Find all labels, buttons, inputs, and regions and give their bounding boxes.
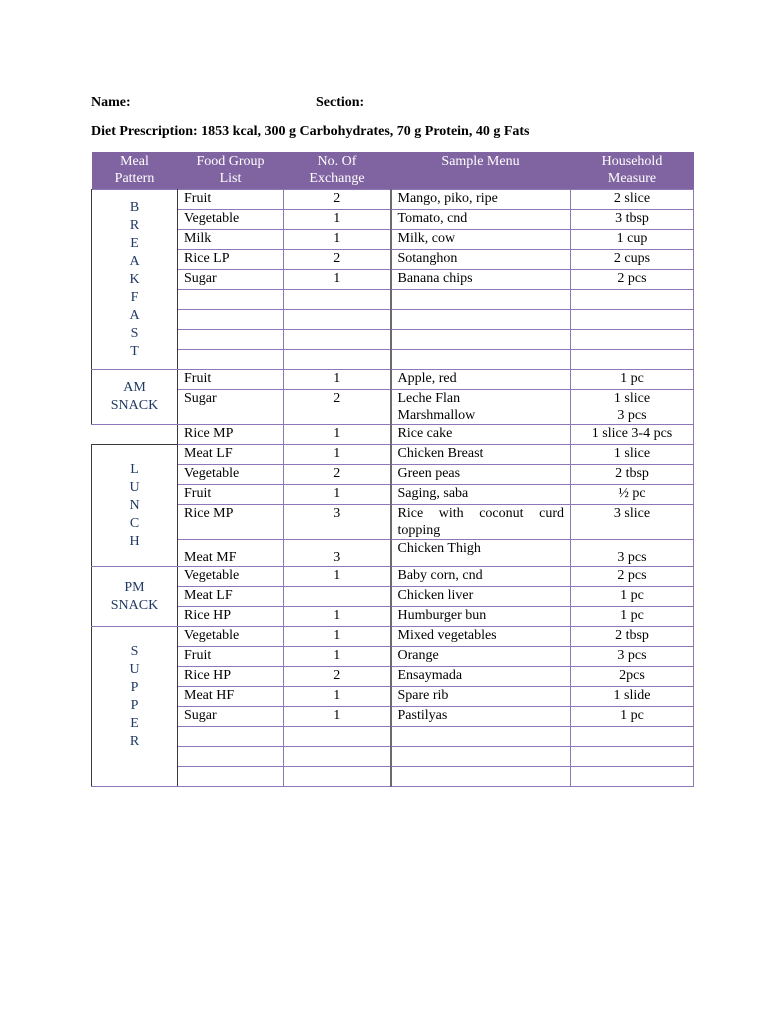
measure-cell: 2 pcs — [571, 567, 694, 587]
table-row — [92, 747, 694, 767]
table-row — [92, 465, 694, 485]
table-row — [92, 350, 694, 370]
food-group-cell: Rice MP — [178, 425, 284, 445]
sample-menu-cell: Apple, red — [391, 370, 571, 390]
exchange-cell: 1 — [284, 370, 391, 390]
exchange-cell: 1 — [284, 687, 391, 707]
table-header-row — [92, 152, 694, 190]
food-group-cell — [178, 767, 284, 787]
exchange-cell: 1 — [284, 270, 391, 290]
measure-cell: 2 cups — [571, 250, 694, 270]
header-exchange: No. Of Exchange — [284, 152, 391, 190]
exchange-cell: 1 — [284, 425, 391, 445]
exchange-cell — [284, 747, 391, 767]
measure-cell: 1 pc — [571, 707, 694, 727]
measure-cell: 2pcs — [571, 667, 694, 687]
table-row — [92, 210, 694, 230]
food-group-cell: Meat MF — [178, 540, 284, 567]
exchange-cell — [284, 310, 391, 330]
exchange-cell: 1 — [284, 210, 391, 230]
exchange-cell: 2 — [284, 390, 391, 425]
measure-cell: 3 tbsp — [571, 210, 694, 230]
table-row — [92, 505, 694, 540]
exchange-cell: 1 — [284, 230, 391, 250]
food-group-cell: Meat HF — [178, 687, 284, 707]
table-row — [92, 667, 694, 687]
exchange-cell: 1 — [284, 485, 391, 505]
sample-menu-cell: Humburger bun — [391, 607, 571, 627]
sample-menu-cell — [391, 310, 571, 330]
sample-menu-cell: Mango, piko, ripe — [391, 190, 571, 210]
sample-menu-cell — [391, 350, 571, 370]
table-row — [92, 607, 694, 627]
food-group-cell — [178, 350, 284, 370]
measure-cell: 2 tbsp — [571, 627, 694, 647]
exchange-cell — [284, 767, 391, 787]
food-group-cell — [178, 290, 284, 310]
food-group-cell: Rice HP — [178, 667, 284, 687]
measure-cell: 1 pc — [571, 370, 694, 390]
food-group-cell: Milk — [178, 230, 284, 250]
sample-menu-cell: Rice cake — [391, 425, 571, 445]
sample-menu-cell: Pastilyas — [391, 707, 571, 727]
food-group-cell — [178, 310, 284, 330]
measure-cell: 2 pcs — [571, 270, 694, 290]
exchange-cell: 1 — [284, 707, 391, 727]
measure-cell: 1 slice — [571, 445, 694, 465]
sample-menu-cell: Ensaymada — [391, 667, 571, 687]
sample-menu-cell: Banana chips — [391, 270, 571, 290]
measure-cell: 1 pc — [571, 587, 694, 607]
sample-menu-cell — [391, 330, 571, 350]
food-group-cell: Sugar — [178, 707, 284, 727]
food-group-cell: Fruit — [178, 485, 284, 505]
exchange-cell — [284, 290, 391, 310]
sample-menu-cell — [391, 767, 571, 787]
sample-menu-cell: Leche Flan Marshmallow — [391, 390, 571, 425]
table-row — [92, 230, 694, 250]
measure-cell — [571, 747, 694, 767]
header-food-group: Food Group List — [178, 152, 284, 190]
exchange-cell: 3 — [284, 505, 391, 540]
sample-menu-cell: Chicken Thigh — [391, 540, 571, 567]
exchange-cell: 2 — [284, 190, 391, 210]
measure-cell: 3 pcs — [571, 540, 694, 567]
exchange-cell — [284, 587, 391, 607]
measure-cell: 1 slide — [571, 687, 694, 707]
food-group-cell: Vegetable — [178, 465, 284, 485]
food-group-cell: Fruit — [178, 370, 284, 390]
food-group-cell: Sugar — [178, 270, 284, 290]
food-group-cell: Vegetable — [178, 567, 284, 587]
measure-cell: ½ pc — [571, 485, 694, 505]
exchange-cell: 1 — [284, 445, 391, 465]
food-group-cell: Rice LP — [178, 250, 284, 270]
table-row — [92, 727, 694, 747]
exchange-cell — [284, 350, 391, 370]
measure-cell — [571, 290, 694, 310]
measure-cell: 1 pc — [571, 607, 694, 627]
header-household-measure: Household Measure — [571, 152, 694, 190]
header-meal-pattern: Meal Pattern — [92, 152, 178, 190]
measure-cell: 2 slice — [571, 190, 694, 210]
table-row — [92, 270, 694, 290]
sample-menu-cell: Chicken liver — [391, 587, 571, 607]
table-row — [92, 445, 694, 465]
meal-am-snack: AM SNACK — [92, 370, 178, 425]
food-group-cell: Fruit — [178, 190, 284, 210]
measure-cell: 1 slice 3-4 pcs — [571, 425, 694, 445]
measure-cell: 3 slice — [571, 505, 694, 540]
table-row — [92, 707, 694, 727]
sample-menu-cell — [391, 727, 571, 747]
exchange-cell: 3 — [284, 540, 391, 567]
measure-cell — [571, 767, 694, 787]
exchange-cell: 1 — [284, 627, 391, 647]
food-group-cell: Vegetable — [178, 210, 284, 230]
table-row — [92, 540, 694, 567]
meal-lunch: L U N C H — [92, 445, 178, 567]
table-row — [92, 567, 694, 587]
sample-menu-cell: Spare rib — [391, 687, 571, 707]
table-row — [92, 330, 694, 350]
table-row — [92, 425, 694, 445]
measure-cell: 1 slice 3 pcs — [571, 390, 694, 425]
sample-menu-cell — [391, 747, 571, 767]
food-group-cell — [178, 747, 284, 767]
table-row — [92, 370, 694, 390]
exchange-cell: 1 — [284, 607, 391, 627]
sample-menu-cell — [391, 290, 571, 310]
table-row — [92, 310, 694, 330]
sample-menu-cell: Green peas — [391, 465, 571, 485]
section-label: Section: — [316, 95, 365, 110]
measure-cell: 3 pcs — [571, 647, 694, 667]
exchange-cell — [284, 727, 391, 747]
table-row — [92, 250, 694, 270]
food-group-cell — [178, 727, 284, 747]
sample-menu-cell: Orange — [391, 647, 571, 667]
food-group-cell: Meat LF — [178, 587, 284, 607]
exchange-cell — [284, 330, 391, 350]
food-group-cell — [178, 330, 284, 350]
measure-cell — [571, 330, 694, 350]
food-group-cell: Vegetable — [178, 627, 284, 647]
meal-supper: S U P P E R — [92, 627, 178, 787]
exchange-cell: 2 — [284, 465, 391, 485]
table-row — [92, 485, 694, 505]
sample-menu-cell: Milk, cow — [391, 230, 571, 250]
table-row — [92, 587, 694, 607]
header-sample-menu: Sample Menu — [391, 152, 571, 190]
measure-cell — [571, 727, 694, 747]
table-row — [92, 647, 694, 667]
table-row — [92, 627, 694, 647]
table-row — [92, 190, 694, 210]
exchange-cell: 1 — [284, 567, 391, 587]
measure-cell: 2 tbsp — [571, 465, 694, 485]
measure-cell — [571, 350, 694, 370]
measure-cell — [571, 310, 694, 330]
diet-prescription: Diet Prescription: 1853 kcal, 300 g Carbohydrates, 70 g Protein, 40 g Fats — [91, 124, 530, 139]
table-row — [92, 290, 694, 310]
exchange-cell: 2 — [284, 250, 391, 270]
measure-cell: 1 cup — [571, 230, 694, 250]
exchange-cell: 1 — [284, 647, 391, 667]
food-group-cell: Fruit — [178, 647, 284, 667]
meal-breakfast: B R E A K F A S T — [92, 190, 178, 370]
sample-menu-cell: Tomato, cnd — [391, 210, 571, 230]
table-row — [92, 687, 694, 707]
table-row — [92, 767, 694, 787]
meal-empty-cell — [92, 425, 178, 445]
sample-menu-cell: Chicken Breast — [391, 445, 571, 465]
food-group-cell: Rice HP — [178, 607, 284, 627]
sample-menu-cell: Mixed vegetables — [391, 627, 571, 647]
sample-menu-cell: Baby corn, cnd — [391, 567, 571, 587]
table-row — [92, 390, 694, 425]
sample-menu-cell: Rice with coconut curd topping — [391, 505, 571, 540]
meal-pm-snack: PM SNACK — [92, 567, 178, 627]
meal-plan-table — [91, 152, 694, 787]
food-group-cell: Meat LF — [178, 445, 284, 465]
sample-menu-cell: Saging, saba — [391, 485, 571, 505]
sample-menu-cell: Sotanghon — [391, 250, 571, 270]
food-group-cell: Sugar — [178, 390, 284, 425]
exchange-cell: 2 — [284, 667, 391, 687]
food-group-cell: Rice MP — [178, 505, 284, 540]
name-label: Name: — [91, 95, 131, 110]
